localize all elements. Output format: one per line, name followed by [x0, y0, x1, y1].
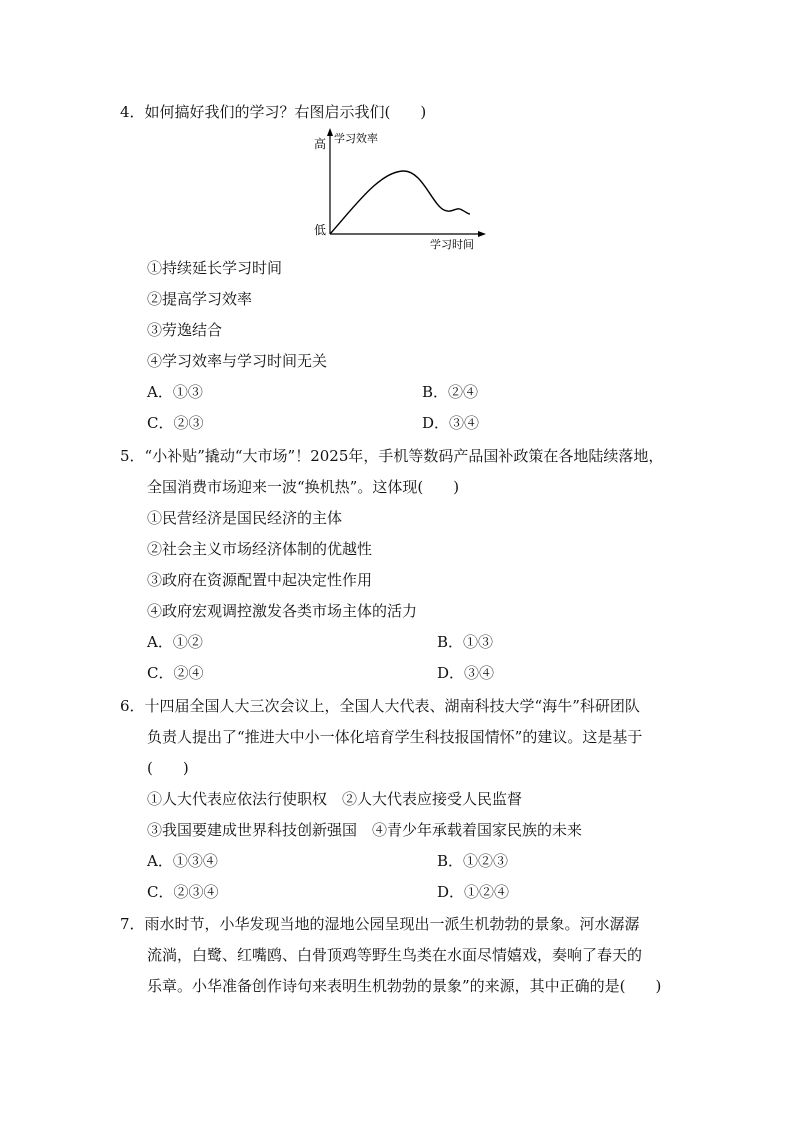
- q5-choice-b[interactable]: B．①③: [437, 633, 494, 651]
- q4-choice-c[interactable]: C．②③: [147, 414, 204, 432]
- q6-choice-b[interactable]: B．①②③: [437, 852, 509, 870]
- q7-stem-line-1: 7．雨水时节，小华发现当地的湿地公园呈现出一派生机勃勃的景象。河水潺潺: [120, 915, 640, 933]
- q7-stem-line-2: 流淌，白鹭、红嘴鸥、白骨顶鸡等野生鸟类在水面尽情嬉戏，奏响了春天的: [147, 946, 643, 964]
- q5-choice-a[interactable]: A．①②: [147, 633, 203, 651]
- q6-choice-d[interactable]: D．①②④: [437, 883, 510, 901]
- q4-statement-2: ②提高学习效率: [147, 290, 253, 308]
- q4-choice-b[interactable]: B．②④: [422, 383, 479, 401]
- y-low-label: 低: [314, 223, 327, 237]
- q6-stem-line-1: 6．十四届全国人大三次会议上，全国人大代表、湖南科技大学“海牛”科研团队: [120, 697, 640, 715]
- y-axis-label: 学习效率: [334, 132, 378, 145]
- q5-statement-4: ④政府宏观调控激发各类市场主体的活力: [147, 602, 418, 620]
- y-high-label: 高: [314, 137, 327, 151]
- q6-stem-line-2: 负责人提出了“推进大中小一体化培育学生科技报国情怀”的建议。这是基于: [147, 728, 643, 746]
- q5-choice-d[interactable]: D．③④: [437, 664, 495, 682]
- q6-statement-row-2: ③我国要建成世界科技创新强国 ④青少年承载着国家民族的未来: [147, 821, 583, 839]
- q6-choice-c[interactable]: C．②③④: [147, 883, 219, 901]
- q4-choice-a[interactable]: A．①③: [147, 383, 203, 401]
- q5-statement-3: ③政府在资源配置中起决定性作用: [147, 571, 373, 589]
- q6-statement-row-1: ①人大代表应依法行使职权 ②人大代表应接受人民监督: [147, 790, 523, 808]
- q5-statement-2: ②社会主义市场经济体制的优越性: [147, 540, 373, 558]
- q5-stem-line-1: 5．“小补贴”撬动“大市场”！2025年，手机等数码产品国补政策在各地陆续落地，: [120, 447, 664, 465]
- q4-stem: 4．如何搞好我们的学习？右图启示我们( ): [120, 103, 427, 121]
- q5-choice-c[interactable]: C．②④: [147, 664, 204, 682]
- q4-statement-1: ①持续延长学习时间: [147, 259, 283, 277]
- q4-choice-d[interactable]: D．③④: [422, 414, 480, 432]
- q4-statement-4: ④学习效率与学习时间无关: [147, 352, 328, 370]
- q5-stem-line-2: 全国消费市场迎来一波“换机热”。这体现( ): [147, 478, 460, 496]
- q6-stem-line-3: ( ): [147, 759, 189, 777]
- q4-statement-3: ③劳逸结合: [147, 321, 223, 339]
- q5-statement-1: ①民营经济是国民经济的主体: [147, 509, 343, 527]
- q6-choice-a[interactable]: A．①③④: [147, 852, 218, 870]
- q7-stem-line-3: 乐章。小华准备创作诗句来表明生机勃勃的景象”的来源，其中正确的是( ): [147, 977, 662, 995]
- x-axis-arrow: [478, 231, 486, 237]
- q4-chart: [300, 126, 490, 250]
- efficiency-curve: [330, 171, 470, 234]
- y-axis-arrow: [327, 128, 333, 136]
- x-axis-label: 学习时间: [430, 238, 474, 250]
